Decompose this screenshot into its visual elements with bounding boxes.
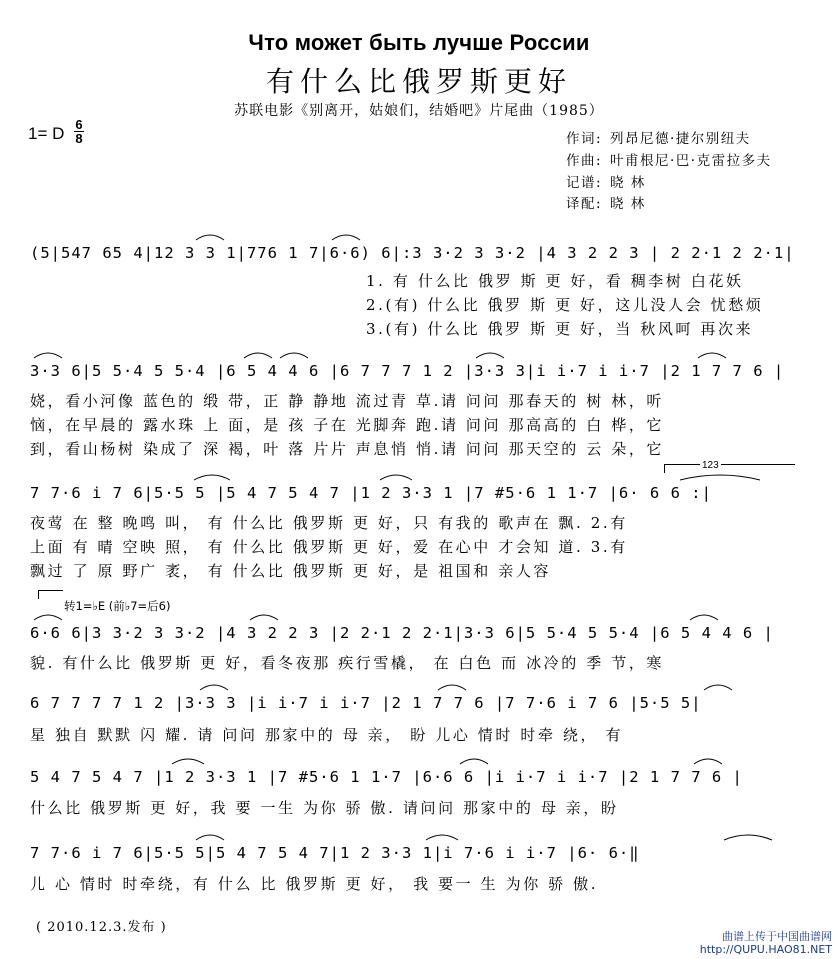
time-signature-bottom: 8 <box>75 131 83 146</box>
score-line-5-lyric: 星 独自 默默 闪 耀. 请 问问 那家中的 母 亲， 盼 儿心 情时 时牵 绕， 有 <box>30 726 624 744</box>
volta-number: 123 <box>702 460 719 471</box>
slur-arc <box>704 685 732 690</box>
score-line-7-lyric: 儿 心 情时 时牵绕，有 什么 比 俄罗斯 更 好， 我 要一 生 为你 骄 傲. <box>30 875 599 893</box>
score-line-3-notes: 7 7·6 i 7 6|5·5 5 |5 4 7 5 4 7 |1 2 3·3 1 |7 #5·6 1 1·7 |6· 6 6 :| <box>30 484 712 502</box>
slur-arc <box>200 685 228 690</box>
subtitle: 苏联电影《别离开，姑娘们，结婚吧》片尾曲（1985） <box>234 103 604 119</box>
score-line-7-notes: 7 7·6 i 7 6|5·5 5|5 4 7 5 4 7|1 2 3·3 1|i 7·6 i i·7 |6· 6·‖ <box>30 844 640 862</box>
slur-arc <box>698 353 726 358</box>
slur-arc <box>194 475 230 480</box>
watermark-line-2: http://QUPU.HAO81.NET <box>699 943 832 956</box>
credit-label: 记谱: <box>566 175 603 191</box>
score-line-1-notes: (5|547 65 4|12 3 3 1|776 1 7|6·6) 6|:3 3·2 3 3·2 |4 3 2 2 3 | 2 2·1 2 2·1| <box>30 244 795 262</box>
title-russian: Что может быть лучше России <box>248 30 590 55</box>
score-line-6-lyric: 什么比 俄罗斯 更 好，我 要 一生 为你 骄 傲. 请问问 那家中的 母 亲，盼 <box>30 799 619 817</box>
score-line-2-lyric-verse-1: 娆，看小河像 蓝色的 缎 带，正 静 静地 流过青 草.请 问问 那春天的 树 林，听 <box>30 392 665 410</box>
watermark-line-1: 曲谱上传于中国曲谱网 <box>722 930 832 943</box>
score-line-3-lyric-verse-3: 飘过 了 原 野广 袤， 有 什么比 俄罗斯 更 好，是 祖国和 亲人容 <box>30 562 552 580</box>
score-line-6-notes: 5 4 7 5 4 7 |1 2 3·3 1 |7 #5·6 1 1·7 |6·6 6 |i i·7 i i·7 |2 1 7 7 6 | <box>30 768 743 786</box>
credit-label: 作词: <box>566 131 603 147</box>
slur-arc <box>250 615 278 620</box>
score-line-4-notes: 6·6 6|3 3·2 3 3·2 |4 3 2 2 3 |2 2·1 2 2·1|3·3 6|5 5·4 5 5·4 |6 5 4 4 6 | <box>30 624 774 642</box>
key-signature: 1= D <box>28 124 65 143</box>
slur-arc <box>34 615 62 620</box>
slur-arc <box>690 615 718 620</box>
publish-date: ( 2010.12.3.发布 ) <box>36 920 167 935</box>
slur-arc <box>724 835 772 840</box>
time-signature-top: 6 <box>75 117 83 132</box>
credit-value: 晓 林 <box>610 196 646 212</box>
site-watermark <box>700 930 832 956</box>
score-line-2-lyric-verse-3: 到，看山杨树 染成了 深 褐，叶 落 片片 声息悄 悄.请 问问 那天空的 云 朵，它 <box>30 440 665 458</box>
slur-arc <box>332 235 360 240</box>
slur-arc <box>680 475 760 480</box>
title-chinese: 有什么比俄罗斯更好 <box>265 65 572 98</box>
credit-value: 晓 林 <box>610 175 646 191</box>
score-line-1-lyric-verse-1: 1. 有 什么比 俄罗 斯 更 好，看 稠李树 白花妖 <box>366 272 744 290</box>
credit-label: 作曲: <box>566 153 603 169</box>
modulation-note: 转1=♭E (前♭7=后6) <box>64 599 171 613</box>
score-line-3-lyric-verse-1: 夜莺 在 整 晚鸣 叫， 有 什么比 俄罗斯 更 好，只 有我的 歌声在 飘. 2.有 <box>30 514 628 532</box>
credit-value: 叶甫根尼·巴·克雷拉多夫 <box>610 153 772 169</box>
slur-arc <box>380 475 412 480</box>
score-line-5-notes: 6 7 7 7 7 1 2 |3·3 3 |i i·7 i i·7 |2 1 7 7 6 |7 7·6 i 7 6 |5·5 5| <box>30 694 702 712</box>
slur-arc <box>196 235 224 240</box>
score-line-2-lyric-verse-2: 恼，在早晨的 露水珠 上 面，是 孩 子在 光脚奔 跑.请 问问 那高高的 白 桦，它 <box>30 416 665 434</box>
slur-arc <box>244 353 272 358</box>
score-line-4-lyric: 貌. 有什么比 俄罗斯 更 好，看冬夜那 疾行雪橇， 在 白色 而 冰冷的 季 节，寒 <box>30 654 665 672</box>
slur-arc <box>280 353 308 358</box>
slur-arc <box>172 759 204 764</box>
slur-arc <box>694 759 722 764</box>
slur-arc <box>438 685 466 690</box>
slur-arc <box>426 835 458 840</box>
score-line-1-lyric-verse-3: 3.(有) 什么比 俄罗 斯 更 好，当 秋风呵 再次来 <box>366 320 754 338</box>
slur-arc <box>460 759 488 764</box>
score-line-1-lyric-verse-2: 2.(有) 什么比 俄罗 斯 更 好，这儿没人会 忧愁烦 <box>366 296 764 314</box>
slur-arc <box>34 353 62 358</box>
credit-value: 列昂尼德·捷尔别纽夫 <box>610 131 751 147</box>
slur-arc <box>196 835 224 840</box>
credit-label: 译配: <box>566 196 603 212</box>
score-line-2-notes: 3·3 6|5 5·4 5 5·4 |6 5 4 4 6 |6 7 7 7 1 2 |3·3 3|i i·7 i i·7 |2 1 7 7 6 | <box>30 362 785 380</box>
score-line-3-lyric-verse-2: 上面 有 晴 空映 照， 有 什么比 俄罗斯 更 好，爱 在心中 才会知 道. 3.有 <box>30 538 628 556</box>
slur-arc <box>476 353 504 358</box>
